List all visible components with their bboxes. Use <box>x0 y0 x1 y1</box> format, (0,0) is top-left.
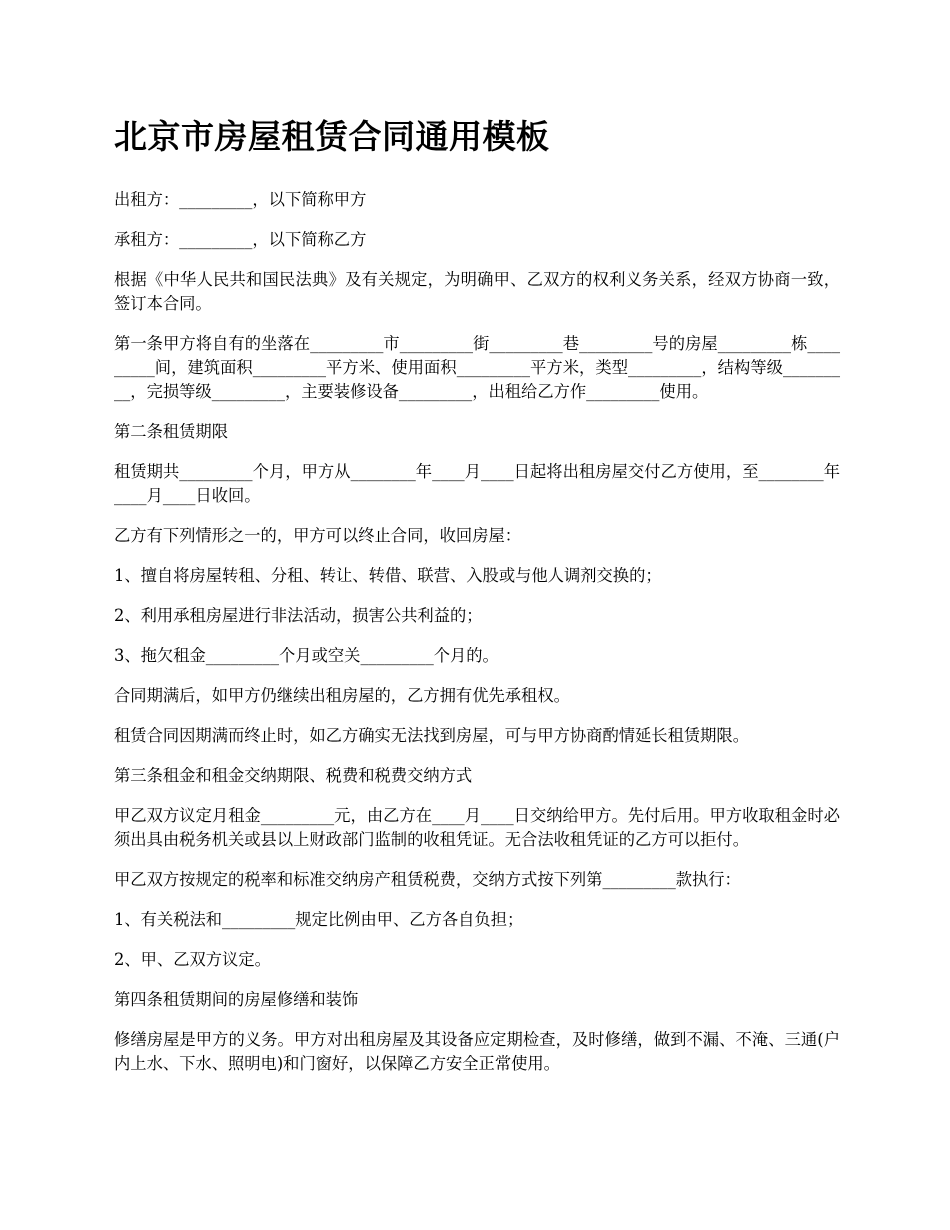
paragraph-lessor: 出租方：_________，以下简称甲方 <box>114 190 367 209</box>
heading-article-2: 第二条租赁期限 <box>114 422 228 441</box>
paragraph-termination-intro: 乙方有下列情形之一的，甲方可以终止合同，收回房屋： <box>114 526 522 545</box>
paragraph-rent-payment: 甲乙双方议定月租金_________元，由乙方在____月____日交纳给甲方。先付后用。甲方收取租金时必须出具由税务机关或县以上财政部门监制的收租凭证。无合法收租凭证的乙方可以拒付。 <box>114 806 840 849</box>
list-item-termination-1: 1、擅自将房屋转租、分租、转让、转借、联营、入股或与他人调剂交换的； <box>114 566 662 585</box>
paragraph-article-1: 第一条甲方将自有的坐落在_________市_________街_________巷_________号的房屋_________栋_________间，建筑面积_________平方米、使用面积_________平方米，类型_________，结构等级_________，完损等级_________，主要装修设备_________，出租给乙方作_________使用。 <box>114 334 840 401</box>
heading-article-3: 第三条租金和租金交纳期限、税费和税费交纳方式 <box>114 766 473 785</box>
paragraph-tax: 甲乙双方按规定的税率和标准交纳房产租赁税费，交纳方式按下列第_________款执行： <box>114 870 741 889</box>
paragraph-preamble: 根据《中华人民共和国民法典》及有关规定，为明确甲、乙双方的权利义务关系，经双方协商一致，签订本合同。 <box>114 270 840 313</box>
list-item-tax-2: 2、甲、乙双方议定。 <box>114 950 271 969</box>
heading-article-4: 第四条租赁期间的房屋修缮和装饰 <box>114 990 359 1009</box>
document-page <box>114 112 840 1092</box>
paragraph-lease-term: 租赁期共_________个月，甲方从________年____月____日起将出租房屋交付乙方使用，至________年____月____日收回。 <box>114 462 840 505</box>
paragraph-priority-right: 合同期满后，如甲方仍继续出租房屋的，乙方拥有优先承租权。 <box>114 686 570 705</box>
list-item-termination-2: 2、利用承租房屋进行非法活动，损害公共利益的； <box>114 606 483 625</box>
paragraph-repairs: 修缮房屋是甲方的义务。甲方对出租房屋及其设备应定期检查，及时修缮，做到不漏、不淹、三通(户内上水、下水、照明电)和门窗好，以保障乙方安全正常使用。 <box>114 1030 840 1073</box>
paragraph-extension: 租赁合同因期满而终止时，如乙方确实无法找到房屋，可与甲方协商酌情延长租赁期限。 <box>114 726 749 745</box>
list-item-tax-1: 1、有关税法和_________规定比例由甲、乙方各自负担； <box>114 910 524 929</box>
document-title: 北京市房屋租赁合同通用模板 <box>114 117 550 156</box>
list-item-termination-3: 3、拖欠租金_________个月或空关_________个月的。 <box>114 646 499 665</box>
paragraph-lessee: 承租方：_________，以下简称乙方 <box>114 230 367 249</box>
